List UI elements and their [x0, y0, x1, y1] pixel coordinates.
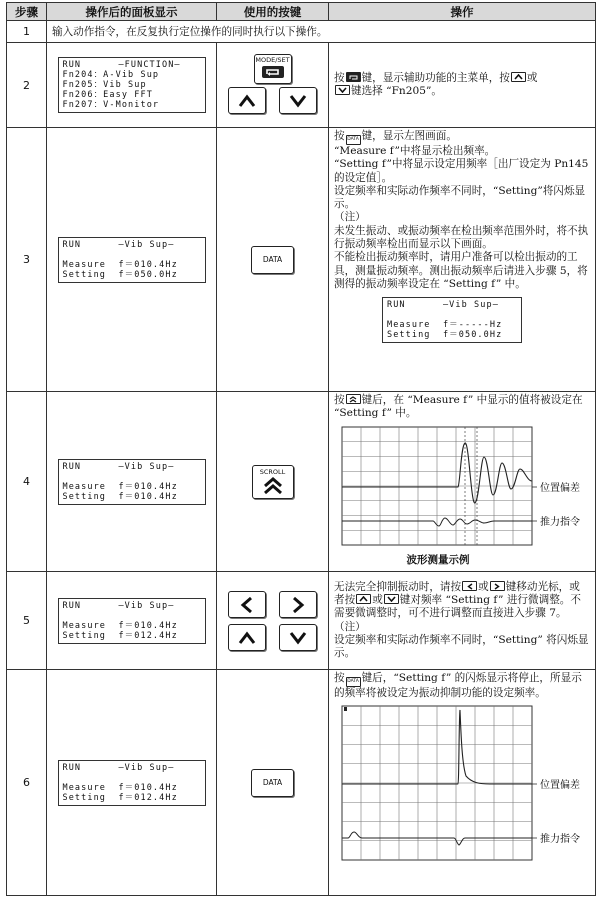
- label-thrust-command: 推力指令: [540, 516, 580, 528]
- chart-caption: 波形测量示例: [406, 553, 470, 566]
- data-key-inline-icon: DATA: [346, 135, 361, 145]
- panel-display-cell: [47, 572, 217, 670]
- label-position-deviation: 位置偏差: [540, 482, 580, 494]
- down-key-inline-icon: [335, 85, 350, 95]
- panel-display-cell: [47, 128, 217, 392]
- keys-cell: [217, 43, 329, 128]
- mode-cycle-icon: [260, 65, 286, 79]
- down-key[interactable]: [279, 624, 317, 651]
- scroll-key[interactable]: SCROLL: [252, 465, 294, 499]
- header-operation: 操作: [329, 3, 596, 21]
- table-row: [7, 572, 596, 670]
- procedure-table: [6, 2, 596, 896]
- lcd-panel: RUN —FUNCTION— Fn204：A-Vib Sup Fn205：Vib Sup Fn206：Easy FFT Fn207：V-Monitor: [58, 57, 206, 113]
- lcd-panel-no-detection: RUN —Vib Sup— Measure f＝-----Hz Setting f＝050.0Hz: [382, 297, 522, 343]
- right-arrow-icon: [290, 596, 306, 614]
- data-key[interactable]: DATA: [251, 246, 294, 274]
- up-key-inline-icon: [356, 594, 371, 604]
- keys-cell: [217, 392, 329, 572]
- right-key[interactable]: [279, 591, 317, 618]
- lcd-panel: RUN —Vib Sup— Measure f＝010.4Hz Setting f＝012.4Hz: [58, 598, 206, 644]
- table-row: [7, 21, 596, 43]
- keys-cell: [217, 572, 329, 670]
- keys-cell: [217, 670, 329, 896]
- left-arrow-icon: [239, 596, 255, 614]
- waveform-figure: [340, 704, 595, 862]
- data-key[interactable]: DATA: [251, 769, 294, 797]
- step-number: 4: [7, 392, 47, 572]
- step6-operation: 按 DATA 键后，“Setting f” 的闪烁显示将停止，所显示的频率将被设定为振动抑制功能的设定频率。 位置偏差 推力指令: [329, 670, 596, 896]
- step2-operation: 按 键，显示辅助功能的主菜单，按 或 键选择 “Fn205”。: [329, 43, 596, 128]
- table-row: [7, 43, 596, 128]
- mode-key-inline-icon: [346, 72, 361, 82]
- step3-operation: 按 DATA 键，显示左图画面。 “Measure f”中将显示检出频率。 “Setting f”中将显示设定用频率［出厂设定为 Pn145 的设定值］。 设定频率和实际动作频率不同时，“Setting”将闪烁显示。 （注） 未发生振动、或振动频率在检出频率范围外时，将不执行振动频率检出而显示以下画面。 不能检出振动频率时，请用户准备可以检出振动的工具，测量振动频率。测出振动频率后请进入步骤 5，将测得的振动频率设定在 “Setting f” 中。 RUN —Vib Sup— Measure f＝-----Hz Setting f＝050.0Hz: [329, 128, 596, 392]
- down-arrow-icon: [288, 631, 308, 645]
- up-arrow-icon: [237, 94, 257, 108]
- up-arrow-icon: [237, 631, 257, 645]
- step5-operation: 无法完全抑制振动时，请按 或 键移动光标，或者按 或 键对频率 “Setting f” 进行微调整。不需要微调整时，可不进行调整而直接进入步骤 7。 （注） 设定频率和实际动作频率不同时，“Setting” 将闪烁显示。: [329, 572, 596, 670]
- scroll-key-inline-icon: [346, 394, 361, 404]
- lcd-panel: RUN —Vib Sup— Measure f＝010.4Hz Setting f＝050.0Hz: [58, 237, 206, 283]
- up-key-inline-icon: [511, 72, 526, 82]
- step-number: 3: [7, 128, 47, 392]
- double-up-arrow-icon: [260, 477, 286, 495]
- step-number: 2: [7, 43, 47, 128]
- down-key[interactable]: [279, 87, 317, 114]
- waveform-chart-2: [340, 704, 590, 866]
- step1-instruction: 输入动作指令，在反复执行定位操作的同时执行以下操作。: [47, 21, 596, 43]
- left-key[interactable]: [228, 591, 266, 618]
- header-step: 步骤: [7, 3, 47, 21]
- lcd-panel: RUN —Vib Sup— Measure f＝010.4Hz Setting f＝012.4Hz: [58, 760, 206, 806]
- up-key[interactable]: [228, 87, 266, 114]
- label-position-deviation: 位置偏差: [540, 780, 580, 792]
- table-row: [7, 128, 596, 392]
- panel-display-cell: [47, 670, 217, 896]
- lcd-panel: RUN —Vib Sup— Measure f＝010.4Hz Setting f＝010.4Hz: [58, 459, 206, 505]
- down-key-inline-icon: [384, 594, 399, 604]
- data-key-inline-icon: DATA: [346, 677, 361, 687]
- header-keys: 使用的按键: [217, 3, 329, 21]
- mode-set-key[interactable]: MODE/SET: [254, 54, 292, 84]
- header-panel: 操作后的面板显示: [47, 3, 217, 21]
- panel-display-cell: [47, 392, 217, 572]
- left-key-inline-icon: [462, 581, 477, 591]
- step4-operation: 按 键后，在 “Measure f” 中显示的值将被设定在 “Setting f” 中。 位置偏差 推力指令 波形测量示例: [329, 392, 596, 572]
- table-row: [7, 670, 596, 896]
- waveform-figure: [340, 425, 595, 547]
- step-number: 5: [7, 572, 47, 670]
- panel-display-cell: [47, 43, 217, 128]
- right-key-inline-icon: [490, 581, 505, 591]
- step-number: 6: [7, 670, 47, 896]
- step-number: 1: [7, 21, 47, 43]
- waveform-chart-1: [340, 425, 590, 568]
- keys-cell: [217, 128, 329, 392]
- down-arrow-icon: [288, 94, 308, 108]
- label-thrust-command: 推力指令: [540, 834, 580, 846]
- table-row: [7, 392, 596, 572]
- up-key[interactable]: [228, 624, 266, 651]
